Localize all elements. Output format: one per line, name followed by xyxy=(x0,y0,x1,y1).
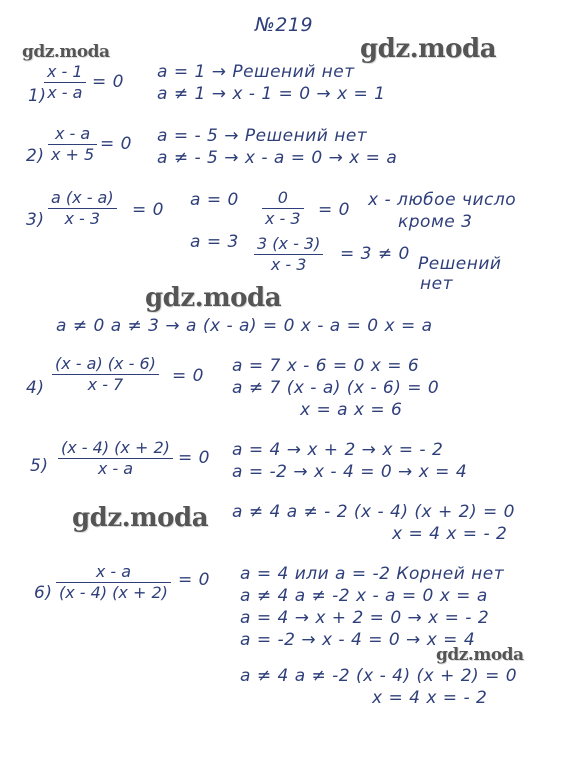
equals-zero: = 0 xyxy=(92,72,124,92)
case-a-equals-0: a = 0 xyxy=(190,190,239,210)
case-1-fraction xyxy=(262,190,304,228)
problem-5-line-3: a ≠ 4 a ≠ - 2 (x - 4) (x + 2) = 0 xyxy=(232,502,515,522)
problem-6-fraction xyxy=(56,564,171,602)
problem-6-line-2: a ≠ 4 a ≠ -2 x - a = 0 x = a xyxy=(240,586,488,606)
equals-zero: = 0 xyxy=(178,570,210,590)
problem-1-label: 1) xyxy=(28,86,47,106)
any-number-text: x - любое число xyxy=(368,190,517,210)
problem-6-line-5: a ≠ 4 a ≠ -2 (x - 4) (x + 2) = 0 xyxy=(240,666,518,686)
problem-6-line-3: a = 4 → x + 2 = 0 → x = - 2 xyxy=(240,608,490,628)
problem-number: №219 xyxy=(255,14,314,36)
equals-zero: = 0 xyxy=(178,448,210,468)
problem-2-line-2: a ≠ - 5 → x - a = 0 → x = a xyxy=(157,148,398,168)
problem-3-fraction xyxy=(48,190,117,228)
problem-5-line-2: a = -2 → x - 4 = 0 → x = 4 xyxy=(232,462,468,482)
case-2-fraction xyxy=(254,236,323,274)
equals-zero: = 0 xyxy=(172,366,204,386)
numerator: x - 1 xyxy=(44,64,86,83)
numerator: a (x - a) xyxy=(48,190,117,209)
numerator: 3 (x - 3) xyxy=(254,236,323,255)
watermark: gdz.moda xyxy=(72,503,209,533)
equals-zero: = 0 xyxy=(100,134,132,154)
denominator: x + 5 xyxy=(51,144,95,164)
problem-2-fraction xyxy=(48,126,97,164)
problem-4-label: 4) xyxy=(26,378,45,398)
problem-6-label: 6) xyxy=(34,583,53,603)
problem-4-line-2: a ≠ 7 (x - a) (x - 6) = 0 xyxy=(232,378,440,398)
case-a-equals-3: a = 3 xyxy=(190,232,239,252)
problem-4-line-3: x = a x = 6 xyxy=(300,400,403,420)
except-3-text: кроме 3 xyxy=(398,212,473,232)
problem-4-line-1: a = 7 x - 6 = 0 x = 6 xyxy=(232,356,420,376)
problem-6-line-6: x = 4 x = - 2 xyxy=(372,688,488,708)
not-zero-result: = 3 ≠ 0 xyxy=(340,244,410,264)
denominator: x - 3 xyxy=(64,208,101,228)
problem-6-line-1: a = 4 или a = -2 Корней нет xyxy=(240,564,505,584)
numerator: 0 xyxy=(262,190,304,209)
problem-4-fraction xyxy=(52,356,159,394)
numerator: (x - a) (x - 6) xyxy=(52,356,159,375)
denominator: x - a xyxy=(47,82,83,102)
equals-zero: = 0 xyxy=(318,200,350,220)
numerator: (x - 4) (x + 2) xyxy=(58,440,173,459)
denominator: x - 7 xyxy=(87,374,124,394)
denominator: (x - 4) (x + 2) xyxy=(59,582,168,602)
watermark: gdz.moda xyxy=(436,645,524,665)
problem-1-fraction xyxy=(44,64,86,102)
problem-2-line-1: a = - 5 → Решений нет xyxy=(157,126,368,146)
watermark: gdz.moda xyxy=(145,283,282,313)
problem-5-line-4: x = 4 x = - 2 xyxy=(392,524,508,544)
numerator: x - a xyxy=(48,126,97,145)
equals-zero: = 0 xyxy=(132,200,164,220)
no-solutions-text: Решений xyxy=(418,254,502,274)
numerator: x - a xyxy=(56,564,171,583)
problem-6-line-4: a = -2 → x - 4 = 0 → x = 4 xyxy=(240,630,476,650)
problem-3-line-3: a ≠ 0 a ≠ 3 → a (x - a) = 0 x - a = 0 x = a xyxy=(56,316,433,336)
problem-5-label: 5) xyxy=(30,456,49,476)
watermark: gdz.moda xyxy=(22,42,110,62)
denominator: x - a xyxy=(97,458,134,478)
problem-5-fraction xyxy=(58,440,173,478)
problem-2-label: 2) xyxy=(26,146,45,166)
no-solutions-text-2: нет xyxy=(420,274,453,294)
denominator: x - 3 xyxy=(265,208,301,228)
problem-1-line-1: a = 1 → Решений нет xyxy=(157,62,355,82)
denominator: x - 3 xyxy=(270,254,307,274)
watermark: gdz.moda xyxy=(360,34,497,64)
problem-3-label: 3) xyxy=(26,210,45,230)
problem-5-line-1: a = 4 → x + 2 → x = - 2 xyxy=(232,440,444,460)
problem-1-line-2: a ≠ 1 → x - 1 = 0 → x = 1 xyxy=(157,84,386,104)
